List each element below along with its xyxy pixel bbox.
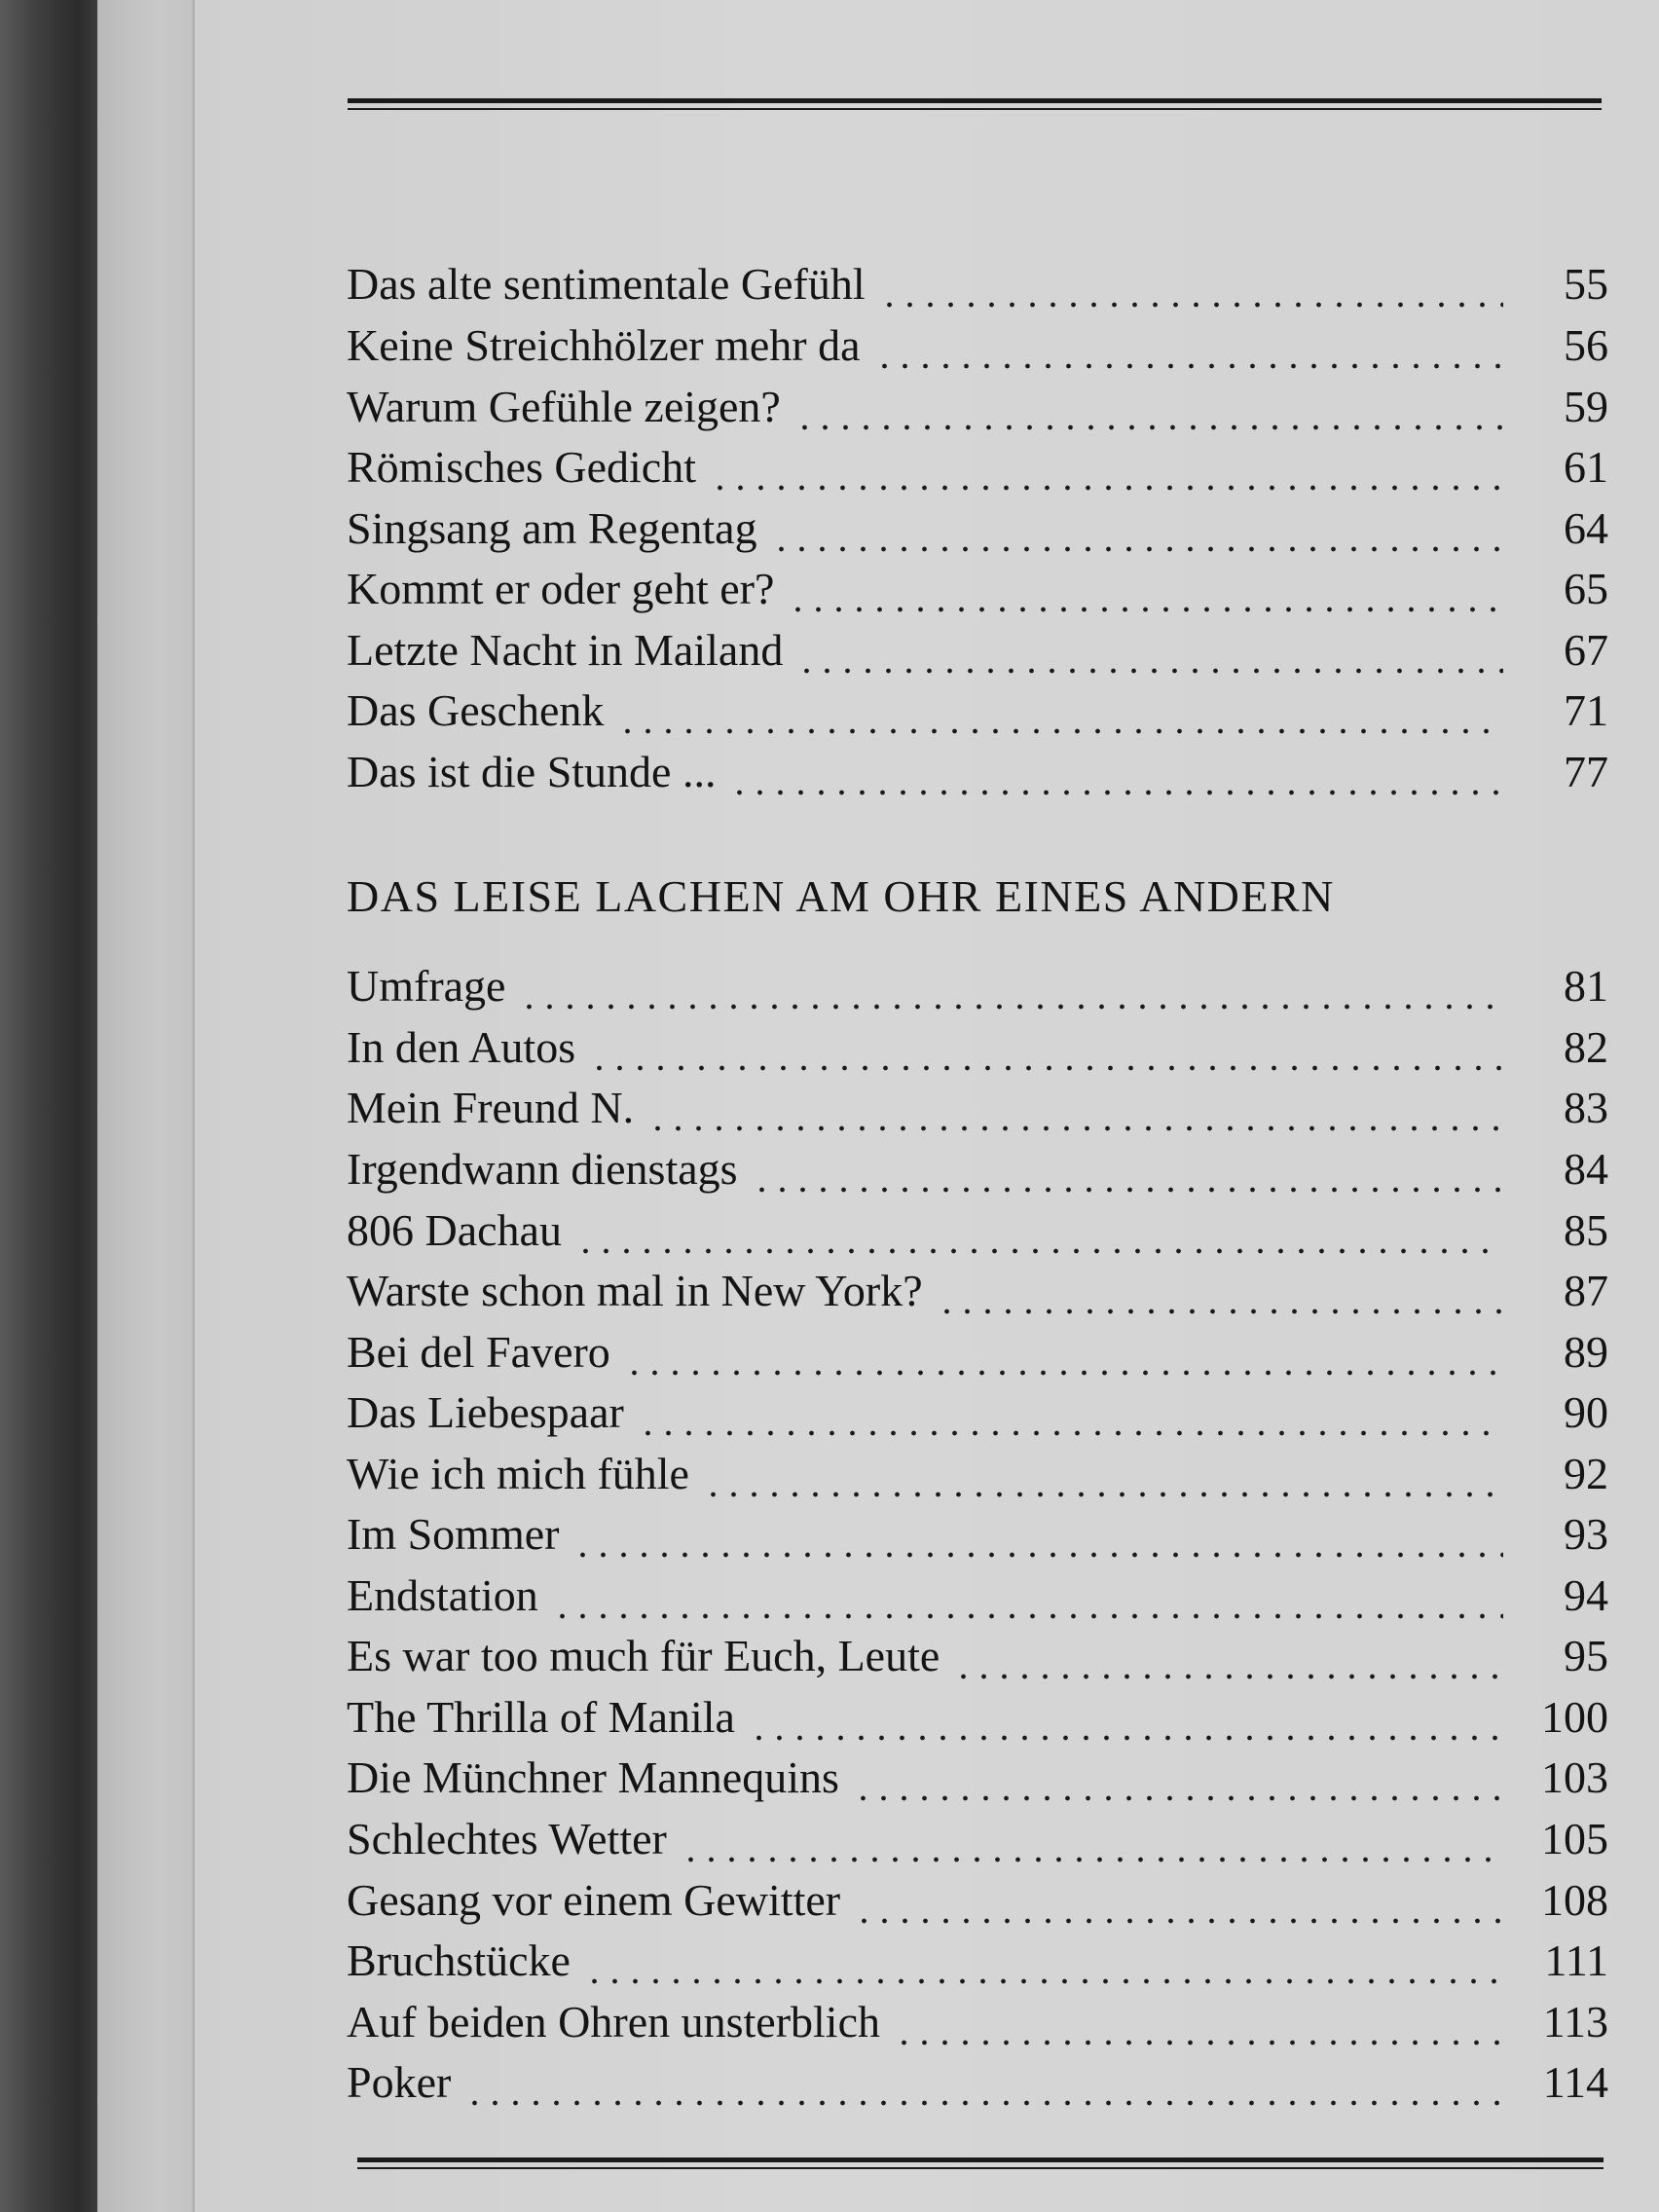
dot-leader (853, 1751, 1503, 1805)
toc-entry-title: Im Sommer (347, 1509, 560, 1559)
toc-entry-page: 81 (1564, 961, 1608, 1011)
dot-leader (796, 623, 1503, 678)
toc-entry (347, 501, 1608, 556)
toc-entry (347, 1020, 1608, 1075)
toc-entry (347, 1081, 1608, 1135)
toc-entry-title: The Thrilla of Manila (347, 1692, 735, 1742)
toc-entry-title: Singsang am Regentag (347, 503, 757, 553)
toc-entry (347, 1385, 1608, 1440)
toc-entry (347, 562, 1608, 616)
toc-entry-page: 92 (1564, 1449, 1608, 1498)
toc-entry-title: Poker (347, 2057, 452, 2107)
dot-leader (874, 318, 1504, 373)
dot-leader (624, 1325, 1503, 1380)
toc-entry (347, 959, 1608, 1014)
bottom-double-rule (357, 2157, 1604, 2169)
toc-entry-title: Das Geschenk (347, 685, 605, 735)
dot-leader (771, 501, 1503, 556)
toc-entry-page: 83 (1564, 1083, 1608, 1132)
toc-entry (347, 257, 1608, 312)
toc-entry-page: 108 (1541, 1875, 1608, 1925)
toc-entry-page: 100 (1541, 1692, 1608, 1742)
toc-entry-page: 77 (1564, 747, 1608, 796)
dot-leader (752, 1142, 1503, 1197)
dot-leader (584, 1934, 1503, 1988)
toc-entry (347, 440, 1608, 495)
toc-entry-page: 95 (1564, 1631, 1608, 1680)
toc-entry-page: 67 (1564, 625, 1608, 675)
toc-entry-page: 103 (1541, 1752, 1608, 1802)
toc-entry-title: Keine Streichhölzer mehr da (347, 320, 861, 370)
dot-leader (519, 959, 1503, 1014)
toc-entry (347, 1325, 1608, 1380)
dot-leader (464, 2055, 1503, 2110)
toc-entry-page: 94 (1564, 1570, 1608, 1620)
toc-entry (347, 380, 1608, 434)
toc-entry (347, 1690, 1608, 1745)
dot-leader (854, 1873, 1503, 1928)
toc-entry (347, 1873, 1608, 1928)
toc-entry (347, 683, 1608, 738)
toc-entry (347, 1751, 1608, 1805)
toc-entry-title: Schlechtes Wetter (347, 1814, 667, 1863)
dot-leader (788, 562, 1503, 616)
toc-entry-title: Warum Gefühle zeigen? (347, 382, 781, 431)
toc-entry-page: 114 (1542, 2057, 1608, 2107)
dot-leader (572, 1507, 1503, 1562)
toc-entry (347, 1934, 1608, 1988)
toc-entry (347, 1812, 1608, 1866)
toc-entry (347, 1507, 1608, 1562)
toc-entry-title: Das ist die Stunde ... (347, 747, 717, 796)
toc-entry-title: Warste schon mal in New York? (347, 1266, 923, 1315)
section-heading: DAS LEISE LACHEN AM OHR EINES ANDERN (347, 871, 1335, 921)
toc-entry-page: 61 (1564, 442, 1608, 492)
toc-entry-title: Kommt er oder geht er? (347, 564, 775, 613)
toc-entry-page: 65 (1564, 564, 1608, 613)
toc-entry-page: 113 (1542, 1997, 1608, 2046)
toc-entry-title: Römisches Gedicht (347, 442, 696, 492)
dot-leader (681, 1812, 1503, 1866)
toc-entry-title: 806 Dachau (347, 1205, 562, 1255)
toc-entry (347, 745, 1608, 799)
toc-entry (347, 1203, 1608, 1258)
toc-entry-title: Bruchstücke (347, 1936, 571, 1985)
toc-entry (347, 318, 1608, 373)
toc-entry (347, 623, 1608, 678)
dot-leader (794, 380, 1503, 434)
toc-entry-page: 111 (1544, 1936, 1608, 1985)
toc-entry-page: 93 (1564, 1509, 1608, 1559)
book-spine (0, 0, 97, 2212)
dot-leader (749, 1690, 1503, 1745)
toc-entry-page: 84 (1564, 1144, 1608, 1194)
toc-entry-title: Es war too much für Euch, Leute (347, 1631, 940, 1680)
dot-leader (589, 1020, 1503, 1075)
toc-entry-page: 55 (1564, 259, 1608, 309)
dot-leader (953, 1629, 1503, 1683)
dot-leader (710, 440, 1503, 495)
dot-leader (894, 1995, 1503, 2049)
toc-entry-page: 89 (1564, 1327, 1608, 1377)
toc-entry (347, 1142, 1608, 1197)
toc-entry-title: Die Münchner Mannequins (347, 1752, 839, 1802)
toc-entry-page: 87 (1564, 1266, 1608, 1315)
toc-entry-title: Das Liebespaar (347, 1387, 624, 1437)
toc-entry-title: Das alte sentimentale Gefühl (347, 259, 866, 309)
toc-entry-title: Mein Freund N. (347, 1083, 635, 1132)
toc-entry-title: Wie ich mich fühle (347, 1449, 689, 1498)
toc-entry-title: Gesang vor einem Gewitter (347, 1875, 841, 1925)
toc-entry (347, 1568, 1608, 1623)
toc-entry-title: Irgendwann dienstags (347, 1144, 738, 1194)
toc-entry-page: 71 (1564, 685, 1608, 735)
dot-leader (575, 1203, 1503, 1258)
toc-entry-page: 90 (1564, 1387, 1608, 1437)
toc-entry (347, 1629, 1608, 1683)
dot-leader (617, 683, 1503, 738)
toc-entry-title: Endstation (347, 1570, 538, 1620)
toc-entry-page: 105 (1541, 1814, 1608, 1863)
toc-entry-page: 82 (1564, 1022, 1608, 1072)
toc-entry (347, 2055, 1608, 2110)
toc-entry-page: 59 (1564, 382, 1608, 431)
toc-entry (347, 1447, 1608, 1501)
dot-leader (937, 1264, 1503, 1318)
dot-leader (703, 1447, 1503, 1501)
dot-leader (638, 1385, 1503, 1440)
dot-leader (729, 745, 1503, 799)
dot-leader (879, 257, 1503, 312)
toc-entry (347, 1995, 1608, 2049)
toc-entry-title: Letzte Nacht in Mailand (347, 625, 784, 675)
toc-entry-page: 64 (1564, 503, 1608, 553)
toc-entry-title: Auf beiden Ohren unsterblich (347, 1997, 881, 2046)
page-gutter (97, 0, 195, 2212)
top-double-rule (348, 98, 1602, 110)
dot-leader (552, 1568, 1503, 1623)
toc-entry-title: In den Autos (347, 1022, 576, 1072)
toc-entry-title: Umfrage (347, 961, 506, 1011)
dot-leader (647, 1081, 1503, 1135)
toc-entry-page: 56 (1564, 320, 1608, 370)
toc-entry (347, 1264, 1608, 1318)
toc-entry-title: Bei del Favero (347, 1327, 610, 1377)
toc-entry-page: 85 (1564, 1205, 1608, 1255)
